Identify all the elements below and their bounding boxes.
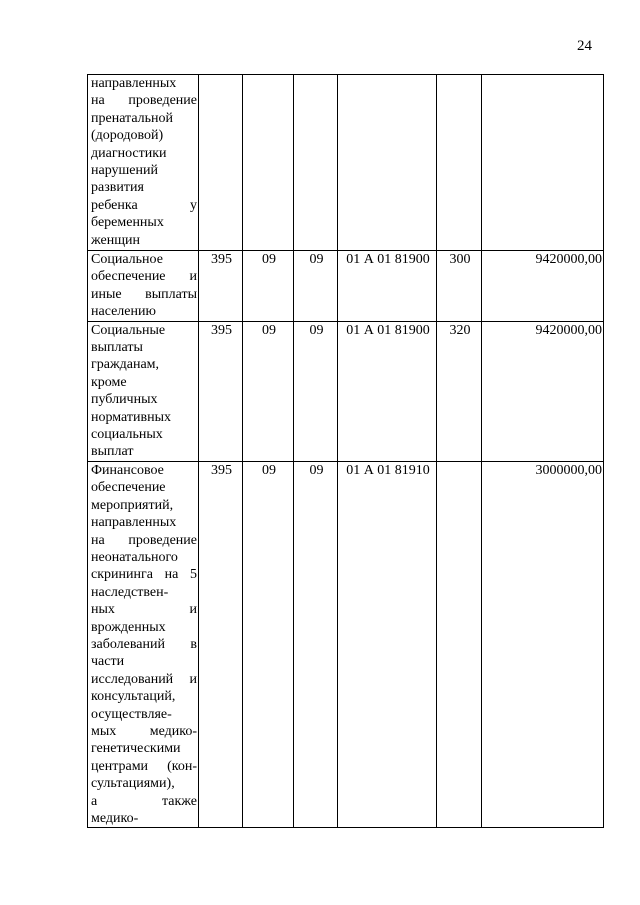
description-line: консультаций, [91, 689, 176, 705]
description-line: населению [91, 304, 156, 320]
description-line: направленных [91, 76, 177, 91]
table-row [88, 321, 604, 461]
cell-subsection: 09 [294, 251, 338, 322]
description-line: на проведение [91, 93, 197, 109]
description-line: направленных [91, 515, 177, 531]
description-line: гражданам, [91, 357, 160, 373]
description-line: диагностики [91, 145, 167, 161]
page-number: 24 [577, 38, 592, 54]
description-line: заболеваний в [91, 636, 197, 652]
cell-target-article: 01 А 01 81900 [338, 251, 437, 322]
cell-amount [482, 75, 604, 251]
description-line: (дородовой) [91, 128, 164, 144]
description-line: ребенка у [91, 197, 197, 213]
description-line: сультациями), [91, 776, 175, 792]
description-line: ных и [91, 602, 197, 618]
cell-target-article: 01 А 01 81900 [338, 321, 437, 461]
description-line: обеспечение и [91, 269, 197, 285]
description-line: Финансовое [91, 462, 164, 478]
cell-expense-type: 320 [437, 321, 482, 461]
description-line: нарушений [91, 163, 158, 179]
description-line: социальных [91, 427, 163, 443]
cell-subsection [294, 75, 338, 251]
cell-grbs [199, 75, 243, 251]
description-line: развития [91, 180, 144, 196]
cell-section [243, 75, 294, 251]
cell-expense-type [437, 461, 482, 828]
cell-amount: 9420000,00 [482, 321, 604, 461]
row-description [88, 321, 199, 461]
description-line: неонатального [91, 549, 178, 565]
description-line: мероприятий, [91, 497, 174, 513]
description-line: центрами (кон- [91, 758, 197, 774]
description-line: выплаты [91, 340, 143, 356]
cell-amount: 3000000,00 [482, 461, 604, 828]
description-line: иные выплаты [91, 286, 197, 302]
cell-section: 09 [243, 461, 294, 828]
row-description [88, 461, 199, 828]
description-line: врожденных [91, 619, 166, 635]
description-line: осуществляе- [91, 706, 172, 722]
description-line: Социальные [91, 322, 166, 338]
cell-section: 09 [243, 321, 294, 461]
description-line: пренатальной [91, 110, 174, 126]
cell-expense-type [437, 75, 482, 251]
description-line: Социальное [91, 252, 163, 267]
cell-grbs: 395 [199, 251, 243, 322]
cell-amount: 9420000,00 [482, 251, 604, 322]
description-line: женщин [91, 232, 140, 248]
cell-subsection: 09 [294, 461, 338, 828]
cell-subsection: 09 [294, 321, 338, 461]
table-row [88, 251, 604, 322]
description-line: генетическими [91, 741, 181, 757]
description-line: кроме [91, 374, 127, 390]
description-line: беременных [91, 215, 164, 231]
description-line: публичных [91, 392, 158, 408]
description-line: мых медико- [91, 723, 197, 739]
description-line: части [91, 654, 125, 670]
budget-table [87, 74, 604, 828]
table-row [88, 461, 604, 828]
table-row [88, 75, 604, 251]
cell-grbs: 395 [199, 321, 243, 461]
cell-expense-type: 300 [437, 251, 482, 322]
cell-section: 09 [243, 251, 294, 322]
cell-grbs: 395 [199, 461, 243, 828]
description-line: обеспечение [91, 480, 166, 496]
row-description [88, 251, 199, 322]
cell-target-article: 01 А 01 81910 [338, 461, 437, 828]
description-line: медико- [91, 811, 139, 826]
description-line: на проведение [91, 532, 197, 548]
description-line: исследований и [91, 671, 197, 687]
description-line: выплат [91, 444, 134, 460]
row-description [88, 75, 199, 251]
description-line: нормативных [91, 409, 172, 425]
table-body [88, 75, 604, 828]
description-line: а также [91, 793, 197, 809]
cell-target-article [338, 75, 437, 251]
description-line: скрининга на 5 [91, 567, 197, 583]
description-line: наследствен- [91, 584, 169, 600]
